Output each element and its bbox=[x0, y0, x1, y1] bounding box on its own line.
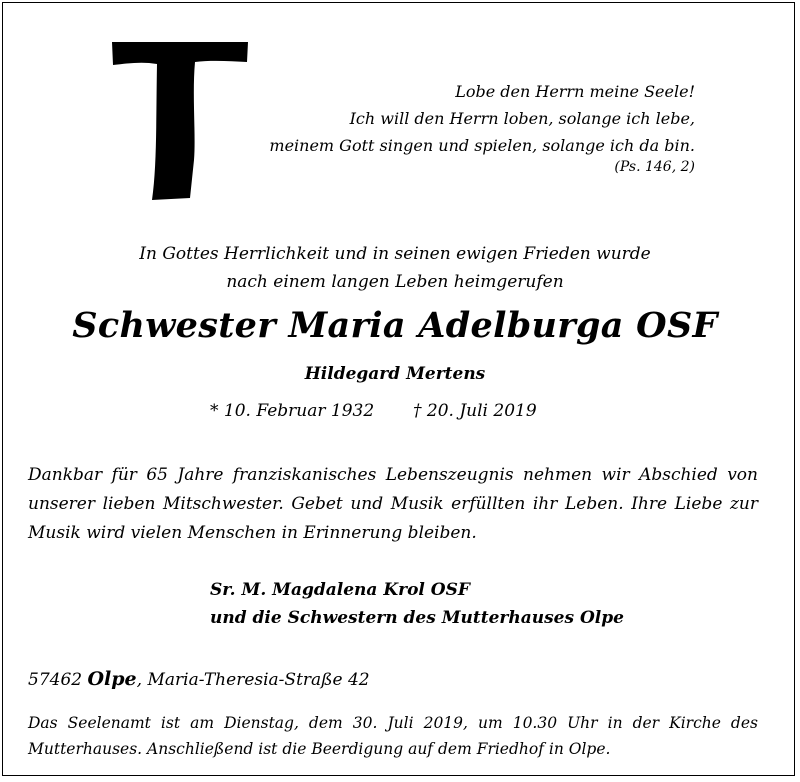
signer-line: Sr. M. Magdalena Krol OSF bbox=[210, 580, 470, 600]
psalm-line: Ich will den Herrn loben, solange ich lebe, bbox=[349, 109, 695, 128]
address bbox=[28, 668, 370, 690]
service-info: Das Seelenamt ist am Dienstag, dem 30. Juli 2019, um 10.30 Uhr in der Kirche des Mutterhauses. Anschließend ist die Beerdigung auf dem Friedhof in Olpe. bbox=[28, 714, 758, 758]
psalm-reference: (Ps. 146, 2) bbox=[614, 159, 695, 175]
psalm-quote bbox=[269, 78, 695, 177]
street: , Maria-Theresia-Straße 42 bbox=[136, 670, 370, 690]
city: Olpe bbox=[87, 668, 137, 690]
intro-line: nach einem langen Leben heimgerufen bbox=[226, 272, 564, 292]
intro-line: In Gottes Herrlichkeit und in seinen ewigen Frieden wurde bbox=[139, 244, 651, 264]
birth-date: * 10. Februar 1932 bbox=[210, 401, 375, 421]
intro-text bbox=[0, 240, 790, 296]
psalm-line: meinem Gott singen und spielen, solange ich da bin. bbox=[269, 136, 695, 155]
birth-name: Hildegard Mertens bbox=[304, 364, 486, 384]
signers bbox=[210, 576, 624, 632]
death-date: † 20. Juli 2019 bbox=[413, 401, 537, 421]
tau-cross-icon bbox=[110, 40, 250, 202]
farewell-message: Dankbar für 65 Jahre franziskanisches Lebenszeugnis nehmen wir Abschied von unserer lieben Mitschwester. Gebet und Musik erfüllten ihr Leben. Ihre Liebe zur Musik wird vielen Menschen in Erinnerung bleiben. bbox=[28, 465, 758, 543]
signer-line: und die Schwestern des Mutterhauses Olpe bbox=[210, 608, 624, 628]
postal-code: 57462 bbox=[28, 670, 83, 690]
psalm-line: Lobe den Herrn meine Seele! bbox=[455, 82, 695, 101]
deceased-name: Schwester Maria Adelburga OSF bbox=[72, 305, 718, 346]
